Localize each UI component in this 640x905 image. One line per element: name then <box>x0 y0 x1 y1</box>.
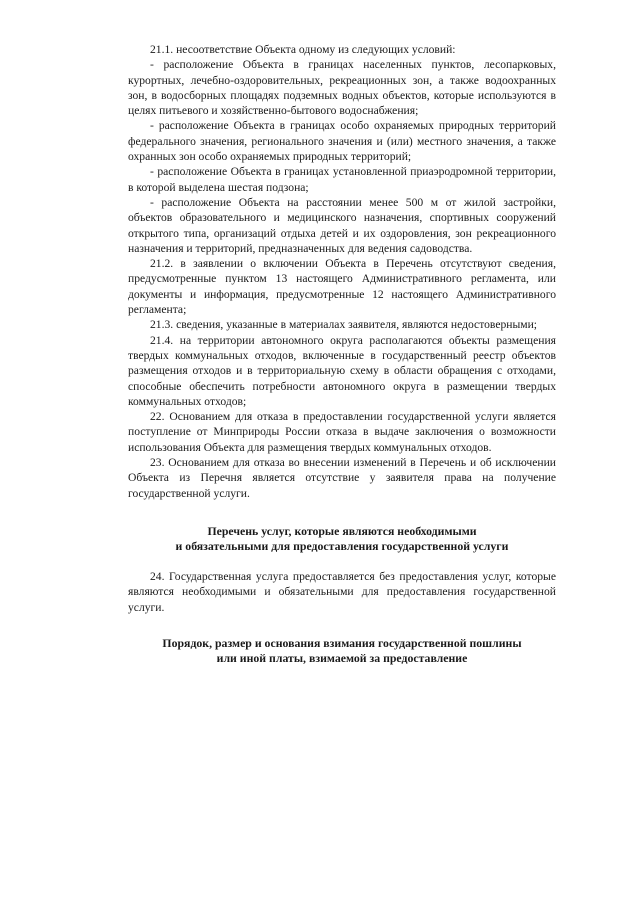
document-page <box>128 42 556 667</box>
list-item: - расположение Объекта в границах населенных пунктов, лесопарковых, курортных, лечебно-оздоровительных, рекреационных зон, а также водоохранных зон, в водосборных площадях подземных водных объектов, которые используются в целях питьевого и хозяйственно-бытового водоснабжения; <box>128 58 556 118</box>
paragraph-21-1-intro: 21.1. несоответствие Объекта одному из следующих условий: <box>150 43 456 56</box>
paragraph-22: 22. Основанием для отказа в предоставлении государственной услуги является поступление от Минприроды России отказа в выдаче заключения о возможности использования Объекта для размещения твердых коммунальных отходов. <box>128 410 556 454</box>
heading-line: Порядок, размер и основания взимания государственной пошлины <box>162 635 522 650</box>
paragraph-23: 23. Основанием для отказа во внесении изменений в Перечень и об исключении Объекта из Перечня является отсутствие у заявителя права на получение государственной услуги. <box>128 456 556 500</box>
paragraph-21-2: 21.2. в заявлении о включении Объекта в Перечень отсутствуют сведения, предусмотренные пунктом 13 настоящего Административного регламента, или документы и информация, предусмотренные 12 настоящего Административного регламента; <box>128 257 556 317</box>
heading-line: или иной платы, взимаемой за предоставление <box>216 651 468 666</box>
paragraph-21-3: 21.3. сведения, указанные в материалах заявителя, являются недостоверными; <box>150 318 538 332</box>
section-heading-fees <box>128 636 556 667</box>
list-item: - расположение Объекта в границах установленной приаэродромной территории, в которой выделена шестая подзона; <box>128 165 556 194</box>
section-heading-services <box>128 524 556 555</box>
heading-line: и обязательными для предоставления государственной услуги <box>175 539 509 554</box>
list-item: - расположение Объекта в границах особо охраняемых природных территорий федерального значения, регионального значения и (или) местного значения, а также охранных зон особо охраняемых природных территорий; <box>128 119 556 164</box>
paragraph-21-4: 21.4. на территории автономного округа располагаются объекты размещения твердых коммунальных отходов, включенные в государственный реестр объектов размещения отходов и в территориальную схему в области обращения с отходами, способные обеспечить потребности автономного округа в размещении твердых коммунальных отходов; <box>128 333 556 408</box>
heading-line: Перечень услуг, которые являются необходимыми <box>207 523 477 538</box>
list-item: - расположение Объекта на расстоянии менее 500 м от жилой застройки, объектов образовательного и медицинского назначения, спортивных сооружений открытого типа, организаций отдыха детей и их оздоровления, зон рекреационного назначения и территорий, предназначенных для ведения садоводства. <box>128 195 556 255</box>
paragraph-24: 24. Государственная услуга предоставляется без предоставления услуг, которые являются необходимыми и обязательными для предоставления государственной услуги. <box>128 569 556 614</box>
